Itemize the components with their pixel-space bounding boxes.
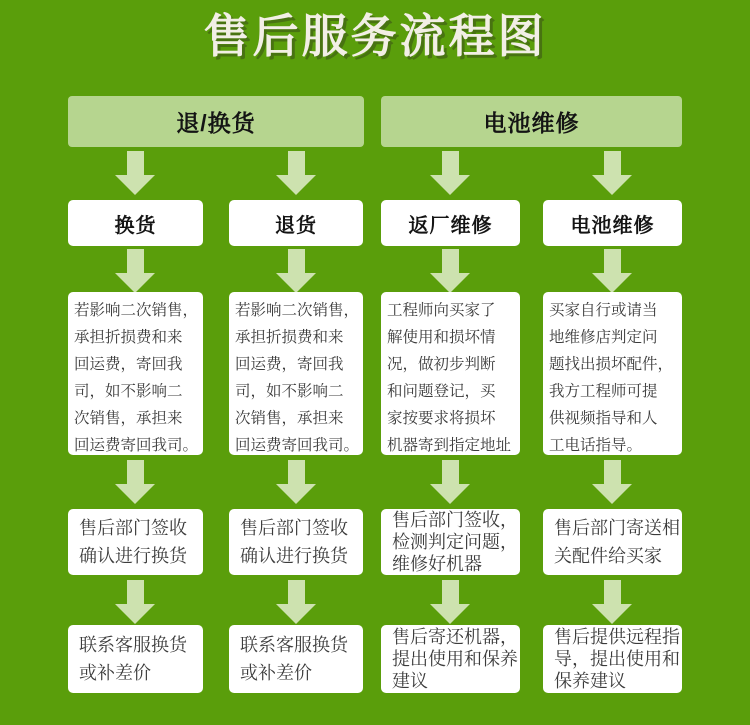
arrow-stem xyxy=(604,249,621,273)
arrow-head xyxy=(592,273,632,293)
arrow-stem xyxy=(127,580,144,604)
arrow-head xyxy=(430,273,470,293)
receive-text: 售后部门签收 确认进行换货 xyxy=(79,518,187,566)
down-arrow-icon xyxy=(276,151,316,195)
detail-box xyxy=(68,292,203,455)
branch-header-label: 电池维修 xyxy=(483,110,580,136)
page-title: 售后服务流程图 xyxy=(203,10,547,62)
branch-header-return-exchange xyxy=(68,96,364,147)
step-box-return xyxy=(229,200,363,246)
step-box-battery-repair xyxy=(543,200,682,246)
final-text: 联系客服换货 或补差价 xyxy=(240,635,348,683)
down-arrow-icon xyxy=(430,249,470,293)
down-arrow-icon xyxy=(592,249,632,293)
step-label: 电池维修 xyxy=(570,214,655,237)
arrow-stem xyxy=(288,151,305,175)
arrow-stem xyxy=(127,249,144,273)
arrow-head xyxy=(276,604,316,624)
arrow-stem xyxy=(604,460,621,484)
final-text: 联系客服换货 或补差价 xyxy=(79,635,187,683)
step-label: 换货 xyxy=(114,214,157,237)
receive-box xyxy=(381,509,520,575)
down-arrow-icon xyxy=(276,460,316,504)
down-arrow-icon xyxy=(430,151,470,195)
down-arrow-icon xyxy=(115,580,155,624)
step-box-exchange xyxy=(68,200,203,246)
receive-text: 售后部门签收， 检测判定问题， 维修好机器 xyxy=(392,510,518,574)
final-text: 售后提供远程指 导，提出使用和 保养建议 xyxy=(554,627,680,691)
arrow-head xyxy=(592,175,632,195)
receive-box xyxy=(543,509,682,575)
down-arrow-icon xyxy=(115,460,155,504)
arrow-head xyxy=(115,273,155,293)
down-arrow-icon xyxy=(430,580,470,624)
step-box-factory-repair xyxy=(381,200,520,246)
receive-box xyxy=(68,509,203,575)
arrow-head xyxy=(592,484,632,504)
final-box xyxy=(229,625,363,693)
final-box xyxy=(381,625,520,693)
arrow-head xyxy=(115,604,155,624)
final-box xyxy=(543,625,682,693)
arrow-stem xyxy=(288,580,305,604)
arrow-head xyxy=(115,484,155,504)
arrow-head xyxy=(430,604,470,624)
down-arrow-icon xyxy=(115,151,155,195)
arrow-stem xyxy=(604,151,621,175)
arrow-stem xyxy=(288,249,305,273)
detail-text: 工程师向买家了 解使用和损坏情 况，做初步判断 和问题登记，买 家按要求将损坏 机器寄到指定地址 xyxy=(387,302,512,454)
detail-box xyxy=(381,292,520,455)
arrow-head xyxy=(592,604,632,624)
detail-text: 买家自行或请当 地维修店判定问 题找出损坏配件， 我方工程师可提 供视频指导和人 工电话指导。 xyxy=(549,302,674,454)
arrow-stem xyxy=(442,460,459,484)
arrow-head xyxy=(430,484,470,504)
down-arrow-icon xyxy=(276,249,316,293)
step-label: 返厂维修 xyxy=(408,214,493,237)
down-arrow-icon xyxy=(115,249,155,293)
arrow-stem xyxy=(604,580,621,604)
branch-header-label: 退/换货 xyxy=(176,110,256,136)
arrow-head xyxy=(276,484,316,504)
arrow-stem xyxy=(442,151,459,175)
down-arrow-icon xyxy=(592,580,632,624)
receive-text: 售后部门签收 确认进行换货 xyxy=(240,518,348,566)
receive-text: 售后部门寄送相 关配件给买家 xyxy=(554,518,680,566)
arrow-stem xyxy=(288,460,305,484)
receive-box xyxy=(229,509,363,575)
arrow-head xyxy=(276,175,316,195)
step-label: 退货 xyxy=(275,214,317,237)
arrow-stem xyxy=(127,460,144,484)
arrow-head xyxy=(276,273,316,293)
final-box xyxy=(68,625,203,693)
down-arrow-icon xyxy=(592,151,632,195)
down-arrow-icon xyxy=(276,580,316,624)
arrow-stem xyxy=(442,580,459,604)
arrow-head xyxy=(430,175,470,195)
arrow-stem xyxy=(127,151,144,175)
detail-text: 若影响二次销售， 承担折损费和来 回运费，寄回我 司，如不影响二 次销售，承担来 回运费寄回我司。 xyxy=(235,302,360,454)
detail-box xyxy=(543,292,682,455)
detail-text: 若影响二次销售， 承担折损费和来 回运费，寄回我 司，如不影响二 次销售，承担来 回运费寄回我司。 xyxy=(74,302,199,454)
down-arrow-icon xyxy=(430,460,470,504)
arrow-head xyxy=(115,175,155,195)
arrow-stem xyxy=(442,249,459,273)
branch-header-battery-repair xyxy=(381,96,682,147)
final-text: 售后寄还机器， 提出使用和保养 建议 xyxy=(392,627,518,691)
detail-box xyxy=(229,292,363,455)
down-arrow-icon xyxy=(592,460,632,504)
